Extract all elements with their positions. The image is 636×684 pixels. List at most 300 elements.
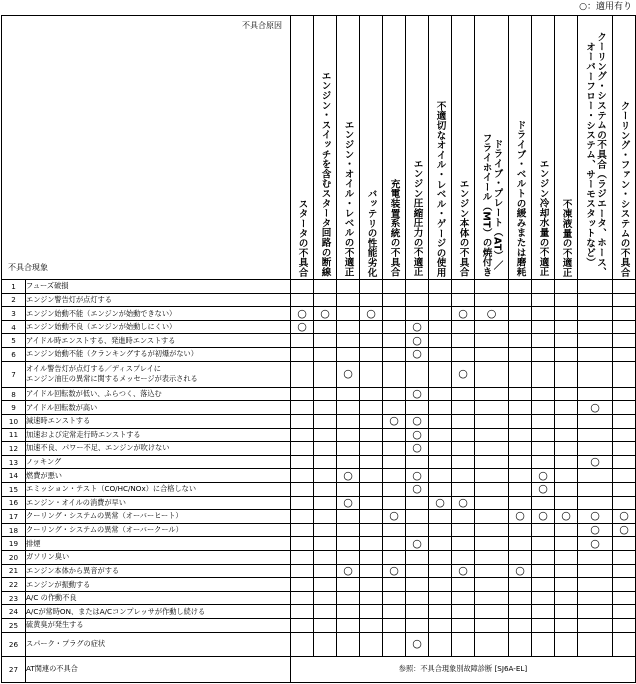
applicability-cell — [429, 348, 452, 362]
applicability-cell — [452, 307, 475, 321]
applicability-cell — [532, 510, 555, 524]
table-row — [2, 523, 636, 537]
applicability-cell — [429, 293, 452, 307]
applicability-cell — [429, 442, 452, 456]
applicable-mark: ○ — [412, 333, 422, 347]
table-row — [2, 280, 636, 294]
cause-label: バッテリの性能劣化 — [365, 188, 377, 277]
applicability-cell — [509, 605, 532, 619]
applicability-cell — [383, 442, 406, 456]
applicability-cell — [475, 401, 509, 415]
applicability-cell — [452, 442, 475, 456]
applicable-mark: ○ — [412, 428, 422, 441]
applicability-cell — [532, 619, 555, 633]
applicability-cell — [314, 455, 337, 469]
applicability-cell — [383, 307, 406, 321]
applicability-cell — [314, 428, 337, 442]
applicable-mark: ○ — [486, 306, 497, 320]
applicability-cell — [429, 496, 452, 510]
applicability-cell — [291, 591, 314, 605]
applicability-cell — [532, 496, 555, 510]
reference-note: 参照：不具合現象別故障診断 [SJ6A-EL] — [291, 656, 636, 682]
applicability-cell — [452, 293, 475, 307]
applicability-cell — [360, 428, 383, 442]
applicability-cell — [532, 280, 555, 294]
applicability-cell — [555, 428, 578, 442]
header-corner — [2, 16, 291, 280]
applicability-cell — [337, 523, 360, 537]
applicability-cell — [578, 293, 613, 307]
applicability-cell — [337, 551, 360, 565]
table-row — [2, 551, 636, 565]
applicability-cell — [314, 496, 337, 510]
applicability-cell — [555, 414, 578, 428]
applicable-mark: ○ — [412, 320, 422, 334]
cause-label: エンジン冷却水量の不適正 — [537, 159, 549, 277]
applicability-cell — [360, 632, 383, 656]
row-number: 26 — [2, 632, 26, 656]
applicable-mark: ○ — [297, 306, 307, 320]
applicability-cell — [555, 564, 578, 578]
applicability-cell — [613, 469, 636, 483]
applicability-cell — [532, 387, 555, 401]
applicable-mark: ○ — [515, 564, 525, 577]
applicability-cell — [406, 361, 429, 387]
applicability-cell — [475, 442, 509, 456]
applicability-cell — [291, 605, 314, 619]
applicable-mark: ○ — [590, 455, 600, 469]
applicability-cell — [360, 401, 383, 415]
applicability-cell — [555, 551, 578, 565]
applicable-mark: ○ — [297, 320, 307, 334]
symptom-cell: エンジン始動不能（エンジンが始動できない） — [26, 307, 291, 321]
applicability-cell — [291, 551, 314, 565]
table-row — [2, 656, 636, 682]
applicability-cell — [613, 455, 636, 469]
applicability-cell — [509, 632, 532, 656]
row-number: 23 — [2, 591, 26, 605]
applicability-cell — [475, 293, 509, 307]
applicability-cell — [452, 551, 475, 565]
applicability-cell — [360, 551, 383, 565]
applicability-cell — [452, 523, 475, 537]
applicability-cell — [532, 334, 555, 348]
symptom-cell: 燃費が悪い — [26, 469, 291, 483]
applicability-cell — [429, 523, 452, 537]
applicability-cell — [406, 551, 429, 565]
applicable-mark: ○ — [538, 509, 548, 523]
applicability-cell — [337, 428, 360, 442]
symptom-cell: エンジン始動不良（エンジンが始動しにくい） — [26, 320, 291, 334]
applicability-cell — [360, 307, 383, 321]
applicability-cell — [532, 537, 555, 551]
applicability-cell — [475, 361, 509, 387]
cause-header — [509, 16, 532, 280]
applicability-cell — [475, 619, 509, 633]
applicability-cell — [383, 293, 406, 307]
applicability-cell — [532, 482, 555, 496]
applicability-cell — [360, 496, 383, 510]
applicable-mark: ○ — [366, 306, 376, 320]
applicability-cell — [532, 469, 555, 483]
applicability-cell — [613, 320, 636, 334]
applicability-cell — [475, 348, 509, 362]
applicability-cell — [475, 307, 509, 321]
applicability-cell — [337, 293, 360, 307]
applicability-cell — [360, 414, 383, 428]
applicability-cell — [429, 280, 452, 294]
applicability-cell — [360, 334, 383, 348]
row-number: 21 — [2, 564, 26, 578]
symptom-cell: スパーク・プラグの症状 — [26, 632, 291, 656]
applicability-cell — [429, 619, 452, 633]
applicability-cell — [360, 320, 383, 334]
applicability-cell — [475, 551, 509, 565]
applicability-cell — [532, 523, 555, 537]
cause-header — [383, 16, 406, 280]
applicability-cell — [578, 619, 613, 633]
applicability-cell — [578, 428, 613, 442]
applicability-cell — [314, 293, 337, 307]
applicability-cell — [383, 537, 406, 551]
applicability-cell — [578, 414, 613, 428]
applicability-cell — [509, 551, 532, 565]
row-number: 14 — [2, 469, 26, 483]
cause-header — [314, 16, 337, 280]
applicability-cell — [291, 510, 314, 524]
applicability-cell — [337, 469, 360, 483]
cause-header — [555, 16, 578, 280]
applicability-cell — [314, 414, 337, 428]
applicability-cell — [406, 320, 429, 334]
applicability-cell — [578, 361, 613, 387]
applicability-cell — [475, 482, 509, 496]
cause-header — [360, 16, 383, 280]
applicability-cell — [613, 293, 636, 307]
applicability-cell — [383, 482, 406, 496]
table-row — [2, 632, 636, 656]
applicability-cell — [383, 361, 406, 387]
applicability-cell — [406, 619, 429, 633]
table-row — [2, 537, 636, 551]
legend: ○：適用有り — [579, 2, 632, 12]
applicability-cell — [314, 469, 337, 483]
table-row — [2, 442, 636, 456]
applicable-mark: ○ — [343, 468, 353, 482]
symptom-cell: A/Cが常時ON、またはA/Cコンプレッサが作動し続ける — [26, 605, 291, 619]
applicability-cell — [360, 442, 383, 456]
applicability-cell — [578, 307, 613, 321]
applicability-cell — [337, 605, 360, 619]
table-row — [2, 320, 636, 334]
applicability-cell — [406, 428, 429, 442]
applicability-cell — [613, 510, 636, 524]
applicability-cell — [613, 414, 636, 428]
cause-header — [452, 16, 475, 280]
applicability-cell — [555, 469, 578, 483]
applicability-cell — [429, 510, 452, 524]
applicability-cell — [291, 280, 314, 294]
cause-header — [337, 16, 360, 280]
table-row — [2, 578, 636, 592]
table-row — [2, 605, 636, 619]
applicability-cell — [291, 564, 314, 578]
applicability-cell — [509, 523, 532, 537]
row-number: 18 — [2, 523, 26, 537]
applicability-cell — [429, 469, 452, 483]
cause-header — [429, 16, 452, 280]
applicable-mark: ○ — [389, 509, 399, 523]
applicability-cell — [406, 455, 429, 469]
applicability-cell — [555, 307, 578, 321]
applicability-cell — [578, 387, 613, 401]
applicability-cell — [337, 496, 360, 510]
applicability-cell — [360, 591, 383, 605]
applicable-mark: ○ — [412, 441, 422, 455]
applicability-cell — [406, 578, 429, 592]
symptom-cell: フューズ破損 — [26, 280, 291, 294]
applicability-cell — [555, 591, 578, 605]
row-number: 8 — [2, 387, 26, 401]
table-row — [2, 293, 636, 307]
applicability-cell — [360, 564, 383, 578]
row-number: 15 — [2, 482, 26, 496]
applicability-cell — [406, 401, 429, 415]
applicability-cell — [452, 632, 475, 656]
symptom-cell: エンジン始動不能（クランキングするが初爆がない） — [26, 348, 291, 362]
applicable-mark: ○ — [435, 496, 445, 509]
applicability-cell — [555, 442, 578, 456]
applicability-cell — [475, 428, 509, 442]
cause-label: エンジン・オイル・レベルの不適正 — [342, 120, 354, 277]
applicable-mark: ○ — [458, 496, 468, 509]
applicability-cell — [429, 428, 452, 442]
applicability-cell — [509, 578, 532, 592]
applicability-cell — [578, 455, 613, 469]
applicability-cell — [452, 510, 475, 524]
applicable-mark: ○ — [412, 414, 422, 428]
applicability-cell — [578, 320, 613, 334]
applicability-cell — [291, 414, 314, 428]
applicability-cell — [532, 320, 555, 334]
applicability-cell — [383, 496, 406, 510]
cause-label: クーリング・ファン・システムの不具合 — [618, 100, 630, 277]
applicability-cell — [337, 414, 360, 428]
applicability-cell — [613, 307, 636, 321]
applicability-cell — [360, 455, 383, 469]
row-number: 19 — [2, 537, 26, 551]
applicability-cell — [314, 320, 337, 334]
applicability-cell — [509, 334, 532, 348]
table-row — [2, 591, 636, 605]
cause-header — [291, 16, 314, 280]
table-row — [2, 361, 636, 387]
applicability-cell — [314, 619, 337, 633]
applicability-cell — [532, 632, 555, 656]
row-number: 7 — [2, 361, 26, 387]
applicability-cell — [429, 632, 452, 656]
applicability-cell — [429, 361, 452, 387]
applicability-cell — [578, 334, 613, 348]
applicability-cell — [509, 348, 532, 362]
applicability-cell — [291, 320, 314, 334]
applicability-cell — [578, 280, 613, 294]
applicability-cell — [555, 523, 578, 537]
cause-label: 充電装置系統の不具合 — [388, 179, 400, 277]
applicability-cell — [613, 591, 636, 605]
applicability-cell — [475, 632, 509, 656]
applicability-cell — [383, 619, 406, 633]
applicability-cell — [475, 414, 509, 428]
applicability-cell — [337, 320, 360, 334]
table-row — [2, 496, 636, 510]
applicable-mark: ○ — [590, 509, 600, 523]
applicability-cell — [532, 307, 555, 321]
applicability-cell — [291, 482, 314, 496]
applicability-cell — [314, 280, 337, 294]
table-row — [2, 510, 636, 524]
applicability-cell — [406, 591, 429, 605]
table-row — [2, 307, 636, 321]
applicability-cell — [383, 387, 406, 401]
applicability-cell — [578, 564, 613, 578]
applicability-cell — [337, 455, 360, 469]
applicability-cell — [555, 605, 578, 619]
applicability-cell — [314, 605, 337, 619]
applicability-cell — [555, 482, 578, 496]
applicability-cell — [578, 551, 613, 565]
symptom-cell: ノッキング — [26, 455, 291, 469]
applicability-cell — [452, 401, 475, 415]
cause-label: ドライブ・プレート（AT）／ フライホイール（MT）の焼付き — [480, 133, 503, 277]
applicability-cell — [383, 280, 406, 294]
applicability-cell — [509, 361, 532, 387]
applicability-cell — [337, 564, 360, 578]
applicability-cell — [429, 537, 452, 551]
applicability-cell — [578, 578, 613, 592]
cause-label: エンジン本体の不具合 — [457, 179, 469, 277]
applicability-cell — [613, 387, 636, 401]
cause-title: 不具合原因 — [242, 21, 282, 30]
applicability-cell — [452, 578, 475, 592]
applicable-mark: ○ — [412, 347, 422, 361]
applicability-cell — [429, 387, 452, 401]
row-number: 17 — [2, 510, 26, 524]
applicability-cell — [429, 591, 452, 605]
applicability-cell — [532, 551, 555, 565]
applicability-cell — [578, 469, 613, 483]
applicability-cell — [314, 537, 337, 551]
applicability-cell — [613, 496, 636, 510]
applicability-cell — [360, 523, 383, 537]
applicability-cell — [291, 293, 314, 307]
table-row — [2, 455, 636, 469]
applicability-cell — [532, 428, 555, 442]
row-number: 1 — [2, 280, 26, 294]
table-row — [2, 387, 636, 401]
row-number: 22 — [2, 578, 26, 592]
applicability-cell — [532, 605, 555, 619]
symptom-cell: アイドル回転数が低い、ふらつく、落込む — [26, 387, 291, 401]
cause-label: エンジン圧縮圧力の不適正 — [411, 159, 423, 277]
symptom-cell: クーリング・システムの異常（オーバーヒート） — [26, 510, 291, 524]
cause-header — [475, 16, 509, 280]
applicability-cell — [532, 414, 555, 428]
applicability-cell — [406, 605, 429, 619]
applicable-mark: ○ — [458, 306, 468, 320]
cause-label: クーリング・システムの不具合（ラジエータ、ホース、 オーバーフロー・システム、サーモスタットなど） — [584, 32, 606, 277]
applicability-cell — [555, 401, 578, 415]
table-row — [2, 348, 636, 362]
applicability-cell — [314, 361, 337, 387]
row-number: 11 — [2, 428, 26, 442]
applicable-mark: ○ — [389, 564, 399, 577]
applicability-cell — [613, 551, 636, 565]
applicability-cell — [613, 428, 636, 442]
applicability-cell — [613, 619, 636, 633]
applicability-cell — [452, 280, 475, 294]
applicability-cell — [578, 348, 613, 362]
applicability-cell — [555, 578, 578, 592]
applicable-mark: ○ — [412, 482, 422, 496]
symptom-cell: エンジン・オイルの消費が早い — [26, 496, 291, 510]
row-number: 4 — [2, 320, 26, 334]
symptom-cell: エミッション・テスト（CO/HC/NOx）に合格しない — [26, 482, 291, 496]
symptom-cell: A/C の作動不良 — [26, 591, 291, 605]
applicability-cell — [613, 605, 636, 619]
applicability-cell — [291, 537, 314, 551]
applicability-cell — [475, 523, 509, 537]
applicability-cell — [555, 293, 578, 307]
applicability-cell — [475, 387, 509, 401]
row-number: 9 — [2, 401, 26, 415]
applicability-cell — [555, 387, 578, 401]
applicability-cell — [509, 510, 532, 524]
row-number: 20 — [2, 551, 26, 565]
applicability-cell — [406, 496, 429, 510]
applicability-cell — [360, 510, 383, 524]
applicability-cell — [509, 307, 532, 321]
applicability-cell — [314, 401, 337, 415]
applicable-mark: ○ — [320, 306, 330, 320]
table-row — [2, 428, 636, 442]
applicability-cell — [613, 482, 636, 496]
applicability-cell — [383, 551, 406, 565]
applicability-cell — [475, 510, 509, 524]
applicability-cell — [578, 537, 613, 551]
applicability-cell — [383, 348, 406, 362]
applicability-cell — [406, 510, 429, 524]
applicability-cell — [429, 605, 452, 619]
applicability-cell — [555, 348, 578, 362]
applicability-cell — [452, 469, 475, 483]
applicable-mark: ○ — [590, 400, 600, 414]
applicability-cell — [532, 455, 555, 469]
applicability-cell — [613, 348, 636, 362]
applicability-cell — [452, 619, 475, 633]
applicability-cell — [291, 348, 314, 362]
applicability-cell — [509, 401, 532, 415]
applicability-cell — [509, 387, 532, 401]
applicability-cell — [475, 605, 509, 619]
applicability-cell — [406, 280, 429, 294]
applicability-cell — [337, 361, 360, 387]
applicability-cell — [429, 564, 452, 578]
applicable-mark: ○ — [343, 564, 353, 577]
applicability-cell — [360, 537, 383, 551]
applicability-cell — [429, 482, 452, 496]
applicability-cell — [509, 537, 532, 551]
